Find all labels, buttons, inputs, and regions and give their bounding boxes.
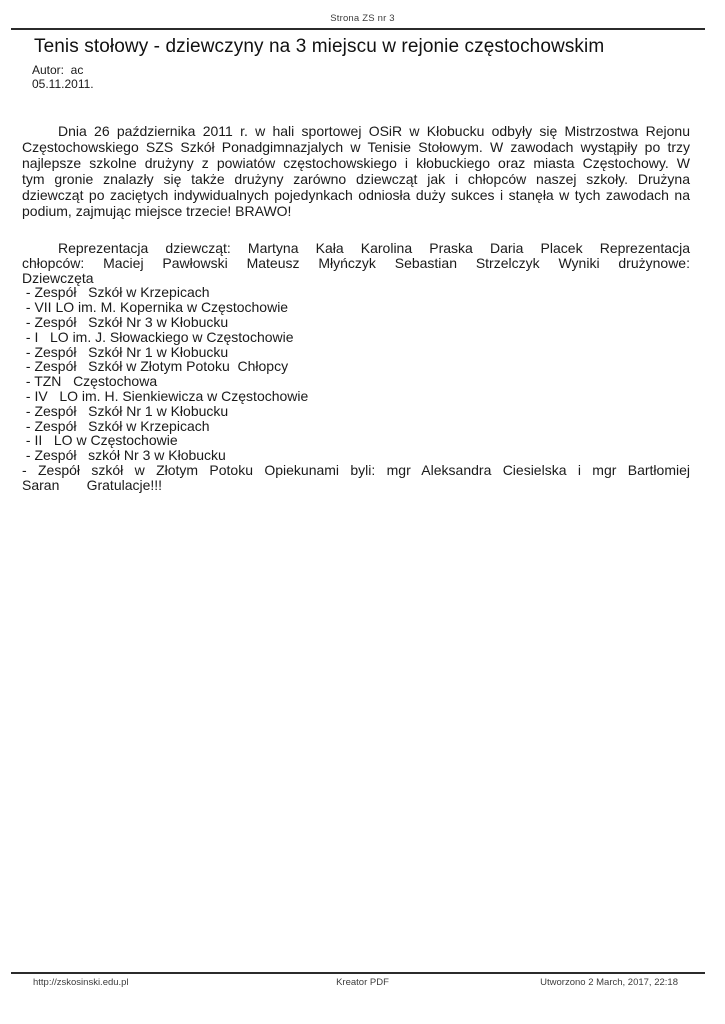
text-line: - Zespół Szkół Nr 3 w Kłobucku	[22, 313, 229, 330]
footer-generator-label: Kreator PDF	[336, 977, 389, 988]
text-line: - I LO im. J. Słowackiego w Częstochowie	[22, 328, 294, 345]
text-line: - Zespół szkół w Złotym Potoku Opiekunami byli: mgr Aleksandra Ciesielska i mgr Bartłomiej	[22, 461, 690, 478]
text-line: chłopców: Maciej Pawłowski Mateusz Młyńczyk Sebastian Strzelczyk Wyniki drużynowe:	[22, 254, 690, 271]
text-line: najlepsze szkolne drużyny z powiatów częstochowskiego i kłobuckiego oraz miasta Częstochowy. W	[22, 155, 690, 171]
text-line: podium, zajmując miejsce trzecie! BRAWO!	[22, 203, 292, 219]
article-title: Tenis stołowy - dziewczyny na 3 miejscu w rejonie częstochowskim	[34, 36, 605, 57]
paragraph-results	[22, 241, 690, 493]
text-line: - II LO w Częstochowie	[22, 432, 178, 449]
text-line: - Zespół szkół Nr 3 w Kłobucku	[22, 447, 226, 464]
date-line: 05.11.2011.	[32, 76, 94, 91]
text-line: Saran Gratulacje!!!	[22, 476, 163, 493]
header-rule	[11, 28, 705, 30]
text-line: Reprezentacja dziewcząt: Martyna Kała Karolina Praska Daria Placek Reprezentacja	[58, 240, 690, 256]
paragraph-intro	[22, 123, 690, 219]
footer-rule	[11, 972, 705, 974]
text-line: Dziewczęta	[22, 269, 94, 286]
text-line: dziewcząt po zaciętych indywidualnych pojedynkach odniosła duży sukces i stanęła w tych zawodach na	[22, 187, 690, 203]
footer-url-link[interactable]: http://zskosinski.edu.pl	[33, 977, 129, 988]
author-line: Autor: ac	[32, 63, 84, 77]
text-line: Częstochowskiego SZS Szkół Ponadgimnazjalych w Tenisie Stołowym. W zawodach wystąpiły po trzy	[22, 139, 690, 155]
text-line: Dnia 26 października 2011 r. w hali sportowej OSiR w Kłobucku odbyły się Mistrzostwa Rejonu	[58, 123, 690, 139]
text-line: - Zespół Szkół w Krzepicach	[22, 284, 210, 301]
footer-timestamp: Utworzono 2 March, 2017, 22:18	[540, 977, 678, 988]
text-line: - IV LO im. H. Sienkiewicza w Częstochowie	[22, 387, 309, 404]
text-line: - Zespół Szkół w Krzepicach	[22, 417, 210, 434]
text-line: tym gronie znalazły się także drużyny zarówno dziewcząt jak i chłopców naszej szkoły. Drużyna	[22, 171, 690, 187]
page-footer	[0, 977, 725, 991]
text-line: - VII LO im. M. Kopernika w Częstochowie	[22, 299, 289, 316]
page-header-text: Strona ZS nr 3	[330, 13, 395, 24]
text-line: - Zespół Szkół w Złotym Potoku Chłopcy	[22, 358, 289, 375]
text-line: - Zespół Szkół Nr 1 w Kłobucku	[22, 343, 229, 360]
text-line: - Zespół Szkół Nr 1 w Kłobucku	[22, 402, 229, 419]
article-meta	[32, 64, 94, 91]
text-line: - TZN Częstochowa	[22, 373, 158, 390]
